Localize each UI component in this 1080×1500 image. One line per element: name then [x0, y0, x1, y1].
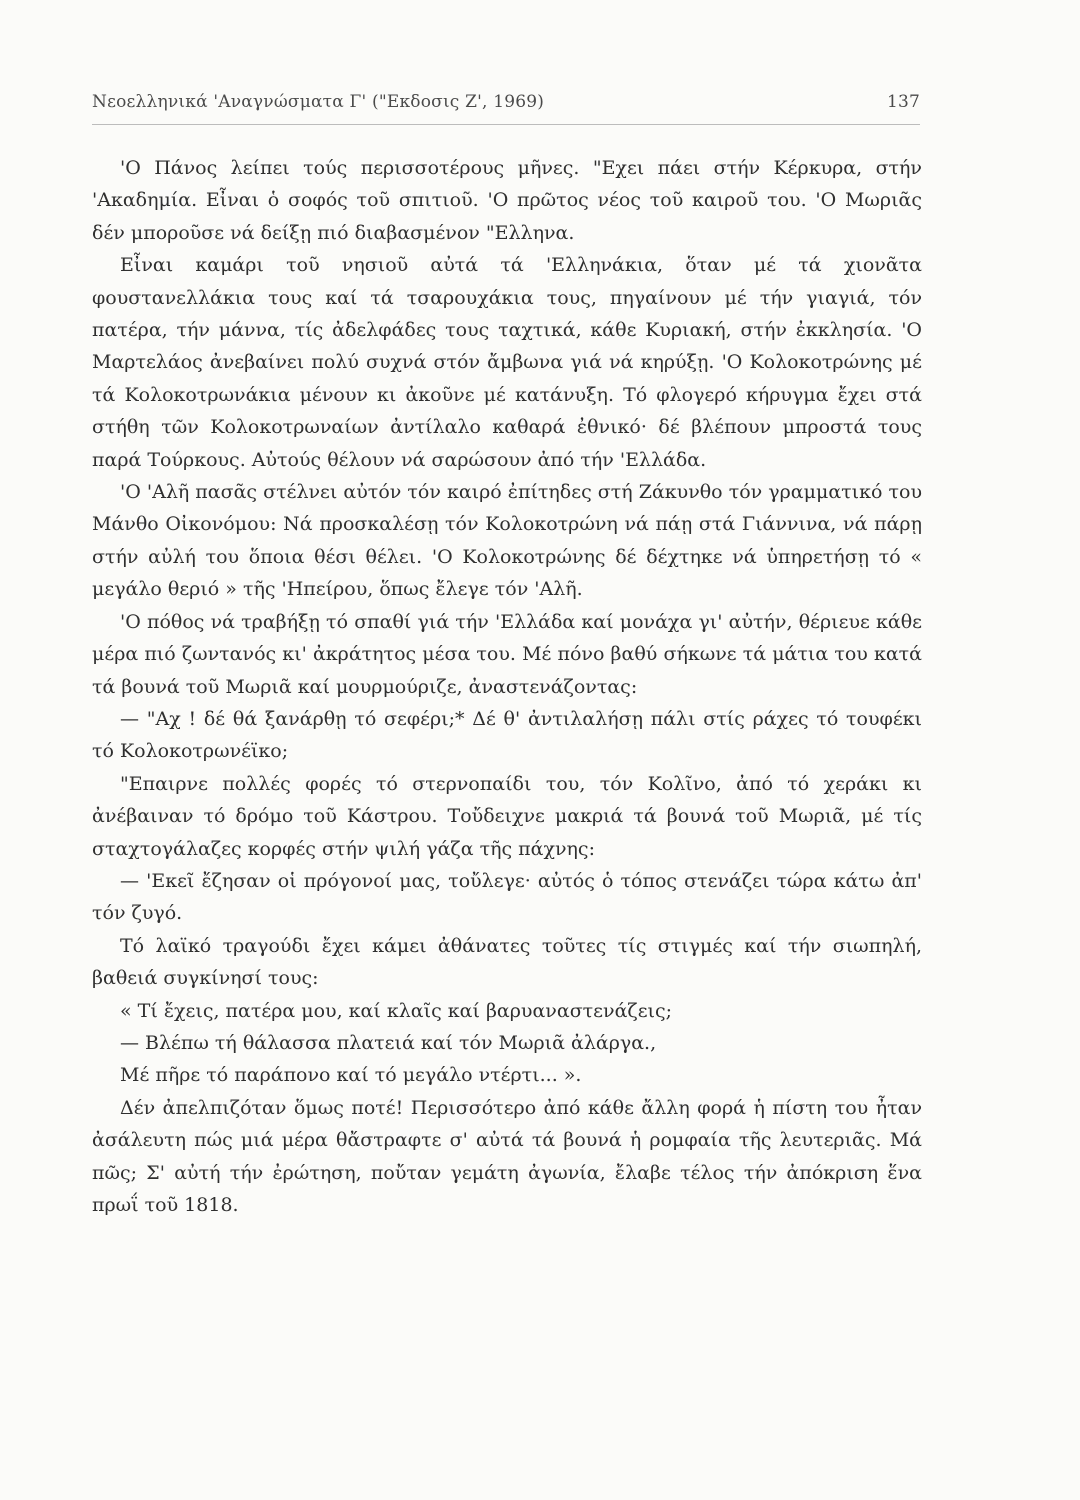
paragraph: Τό λαϊκό τραγούδι ἔχει κάμει ἀθάνατες τοῦτες τίς στιγμές καί τήν σιωπηλή, βαθειά συγκίνησί τους:	[92, 934, 922, 990]
page-number: 137	[886, 92, 920, 112]
paragraph: 'Ο Πάνος λείπει τούς περισσοτέρους μῆνες. "Εχει πάει στήν Κέρκυρα, στήν 'Ακαδημία. Εἶναι ὁ σοφός τοῦ σπιτιοῦ. 'Ο πρῶτος νέος τοῦ καιροῦ του. 'Ο Μωριᾶς δέν μποροῦσε νά δείξῃ πιό διαβασμένον "Ελληνα.	[92, 157, 922, 244]
paragraph: "Επαιρνε πολλές φορές τό στερνοπαίδι του, τόν Κολῖνο, ἀπό τό χεράκι κι ἀνέβαιναν τό δρόμο τοῦ Κάστρου. Τοὔδειχνε μακριά τά βουνά τοῦ Μωριᾶ, μέ τίς σταχτογάλαζες κορφές στήν ψιλή γάζα τῆς πάχνης:	[92, 772, 922, 860]
verse-line: Μέ πῆρε τό παράπονο καί τό μεγάλο ντέρτι... ».	[120, 1064, 582, 1087]
running-header	[92, 92, 920, 112]
header-rule	[92, 124, 920, 125]
closing-paragraph: Δέν ἀπελπιζόταν ὅμως ποτέ! Περισσότερο ἀπό κάθε ἄλλη φορά ἡ πίστη του ἦταν ἀσάλευτη πώς μιά μέρα θἄστραφτε σ' αὐτά τά βουνά ἡ ρομφαία τῆς λευτεριᾶς. Μά πῶς; Σ' αὐτή τήν ἐρώτηση, ποὔταν γεμάτη ἀγωνία, ἔλαβε τέλος τήν ἀπόκριση ἕνα πρωΐ τοῦ 1818.	[92, 1096, 922, 1216]
dialogue-paragraph: — "Αχ ! δέ θά ξανάρθῃ τό σεφέρι;* Δέ θ' ἀντιλαλήσῃ πάλι στίς ράχες τό τουφέκι τό Κολοκοτρωνέϊκο;	[92, 707, 922, 763]
dialogue-paragraph: — 'Εκεῖ ἔζησαν οἱ πρόγονοί μας, τοὔλεγε· αὐτός ὁ τόπος στενάζει τώρα κάτω ἀπ' τόν ζυγό.	[92, 869, 922, 925]
verse-line: « Τί ἔχεις, πατέρα μου, καί κλαῖς καί βαρυαναστενάζεις;	[120, 999, 673, 1022]
verse-line: — Βλέπω τή θάλασσα πλατειά καί τόν Μωριᾶ ἀλάργα.,	[120, 1031, 657, 1054]
paragraph: Εἶναι καμάρι τοῦ νησιοῦ αὐτά τά 'Ελληνάκια, ὅταν μέ τά χιονᾶτα φουστανελλάκια τους καί τά τσαρουχάκια τους, πηγαίνουν μέ τήν γιαγιά, τόν πατέρα, τήν μάννα, τίς ἀδελφάδες τους ταχτικά, κάθε Κυριακή, στήν ἐκκλησία. 'Ο Μαρτελάος ἀνεβαίνει πολύ συχνά στόν ἄμβωνα γιά νά κηρύξῃ. 'Ο Κολοκοτρώνης μέ τά Κολοκοτρωνάκια μένουν κι ἀκοῦνε μέ κατάνυξη. Τό φλογερό κήρυγμα ἔχει στά στήθη τῶν Κολοκοτρωναίων ἀντίλαλο καθαρά ἐθνικό· δέ βλέπουν μπροστά τους παρά Τούρκους. Αὐτούς θέλουν νά σαρώσουν ἀπό τήν 'Ελλάδα.	[92, 254, 922, 471]
paragraph: 'Ο πόθος νά τραβήξῃ τό σπαθί γιά τήν 'Ελλάδα καί μονάχα γι' αὐτήν, θέριευε κάθε μέρα πιό ζωντανός κι' ἀκράτητος μέσα του. Μέ πόνο βαθύ σήκωνε τά μάτια του κατά τά βουνά τοῦ Μωριᾶ καί μουρμούριζε, ἀναστενάζοντας:	[92, 610, 922, 698]
paragraph: 'Ο 'Αλῆ πασᾶς στέλνει αὐτόν τόν καιρό ἐπίτηδες στή Ζάκυνθο τόν γραμματικό του Μάνθο Οἰκονόμου: Νά προσκαλέσῃ τόν Κολοκοτρώνη νά πάῃ στά Γιάννινα, νά πάρῃ στήν αὐλή του ὅποια θέσι θέλει. 'Ο Κολοκοτρώνης δέ δέχτηκε νά ὑπηρετήσῃ τό « μεγάλο θεριό » τῆς 'Ηπείρου, ὅπως ἔλεγε τόν 'Αλῆ.	[92, 481, 922, 601]
running-title: Νεοελληνικά 'Αναγνώσματα Γ' ("Εκδοσις Ζ', 1969)	[92, 92, 545, 112]
body-text	[92, 152, 922, 1221]
